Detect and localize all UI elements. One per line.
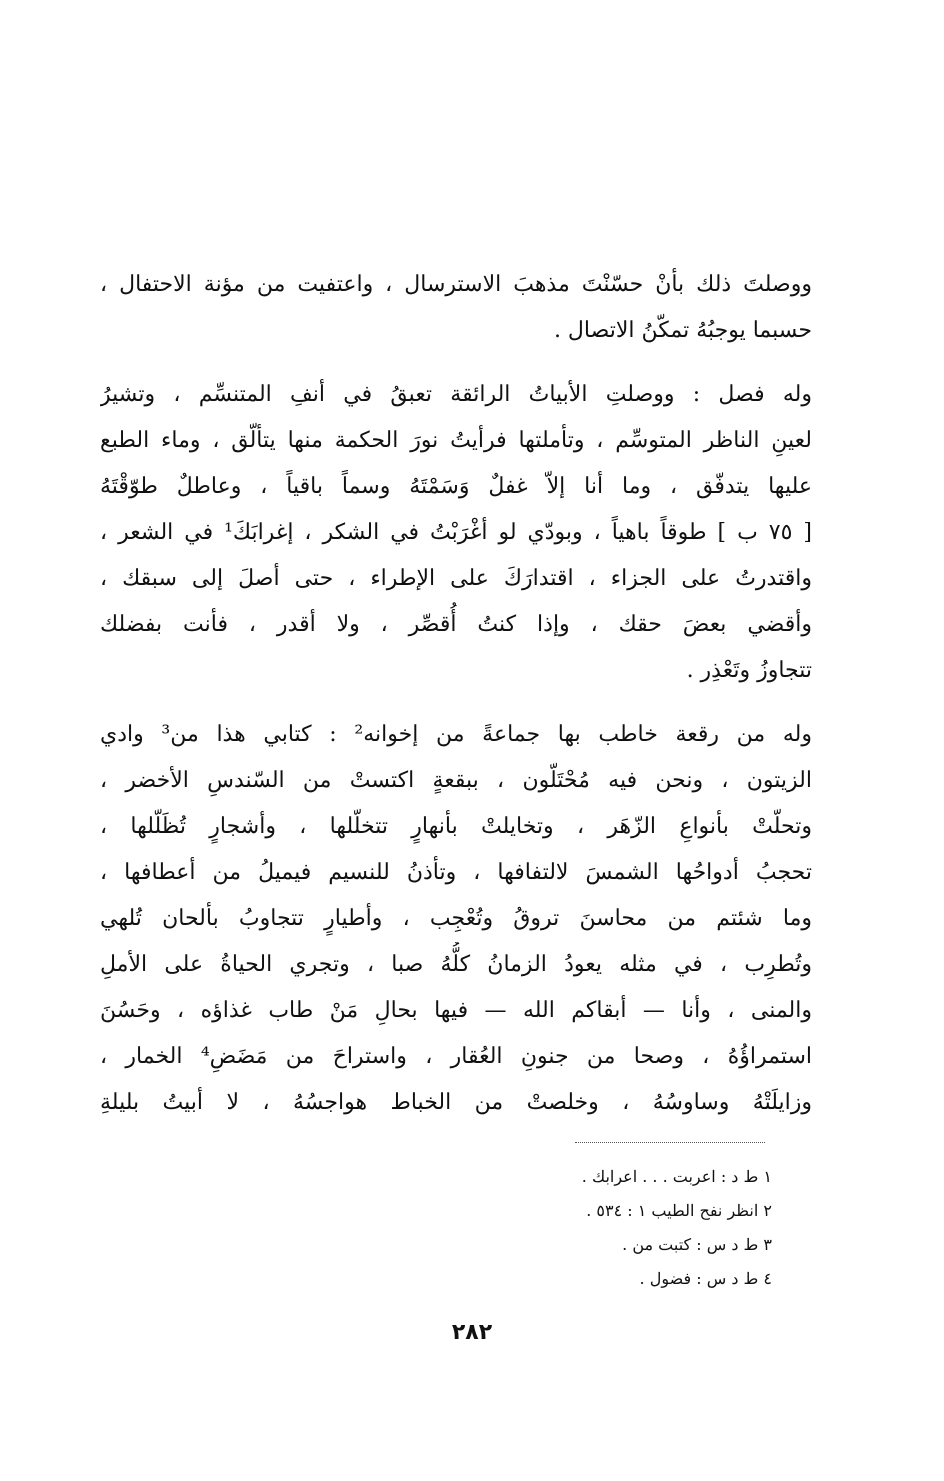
text-line: عليها يتدفّق ، وما أنا إلاّ غفلٌ وَسَمْتَهُ وسماً باقياً ، وعاطلٌ طوّقْتَهُ [100, 474, 812, 499]
text-line: تحجبُ أدواحُها الشمسَ لالتفافها ، وتأذنُ للنسيم فيميلُ من أعطافها ، [100, 860, 812, 885]
text-line: تتجاوزُ وتَعْذِر . [686, 658, 812, 683]
text-line: الزيتون ، ونحن فيه مُحْتَلّون ، ببقعةٍ اكتستْ من السّندسِ الأخضر ، [100, 768, 812, 793]
text-line: ووصلتَ ذلك بأنْ حسّنْتَ مذهبَ الاسترسال ، واعتفيت من مؤنة الاحتفال ، [100, 272, 812, 297]
text-line: لعينِ الناظر المتوسِّم ، وتأملتها فرأيتُ نورَ الحكمة منها يتألّق ، وماء الطبع [100, 428, 812, 453]
footnote: ٣ ط د س : كتبت من . [622, 1235, 772, 1254]
text-line: وتحلّتْ بأنواعِ الزّهَر ، وتخايلتْ بأنهارٍ تتخلّلها ، وأشجارٍ تُظَلّلها ، [100, 814, 812, 839]
text-line: استمراؤُهُ ، وصحا من جنونِ العُقار ، واستراحَ من مَضَضِ⁴ الخمار ، [100, 1044, 812, 1069]
paragraph-1 [100, 262, 812, 354]
paragraph-2 [100, 372, 812, 694]
text-line: وله من رقعة خاطب بها جماعةً من إخوانه² : كتابي هذا من³ وادي [100, 722, 812, 747]
footnote-divider [575, 1142, 765, 1143]
text-line: وله فصل : ووصلتِ الأبياتُ الرائقة تعبقُ في أنفِ المتنسِّم ، وتشيرُ [100, 382, 812, 407]
footnotes [412, 1160, 772, 1296]
footnote: ٢ انظر نفح الطيب ١ : ٥٣٤ . [586, 1201, 772, 1220]
text-line: [ ٧٥ ب ] طوقاً باهياً ، وبودّي لو أغْرَبْتُ في الشكر ، إغرابَكَ¹ في الشعر ، [100, 520, 812, 545]
footnote: ١ ط د : اعربت . . . اعرابك . [581, 1167, 772, 1186]
text-line: واقتدرتُ على الجزاء ، اقتدارَكَ على الإطراء ، حتى أصلَ إلى سبقك ، [100, 566, 812, 591]
text-line: وما شئتم من محاسنَ تروقُ وتُعْجِب ، وأطيارٍ تتجاوبُ بألحان تُلهي [100, 906, 812, 931]
text-line: وأقضي بعضَ حقك ، وإذا كنتُ أُقصِّر ، ولا أقدر ، فأنت بفضلك [100, 612, 812, 637]
text-line: وتُطرِب ، في مثله يعودُ الزمانُ كلُّهُ صبا ، وتجري الحياةُ على الأملِ [100, 952, 812, 977]
text-line: والمنى ، وأنا — أبقاكم الله — فيها بحالِ مَنْ طاب غذاؤه ، وحَسُنَ [100, 998, 812, 1023]
footnote: ٤ ط د س : فضول . [639, 1269, 772, 1288]
text-line: حسبما يوجبُهُ تمكّنُ الاتصال . [553, 318, 812, 343]
paragraph-3 [100, 712, 812, 1126]
text-line: وزايلَتْهُ وساوسُهُ ، وخلصتْ من الخباط هواجسُهُ ، لا أبيتُ بليلةِ [100, 1090, 812, 1115]
page-number: ٢٨٢ [451, 1320, 493, 1345]
